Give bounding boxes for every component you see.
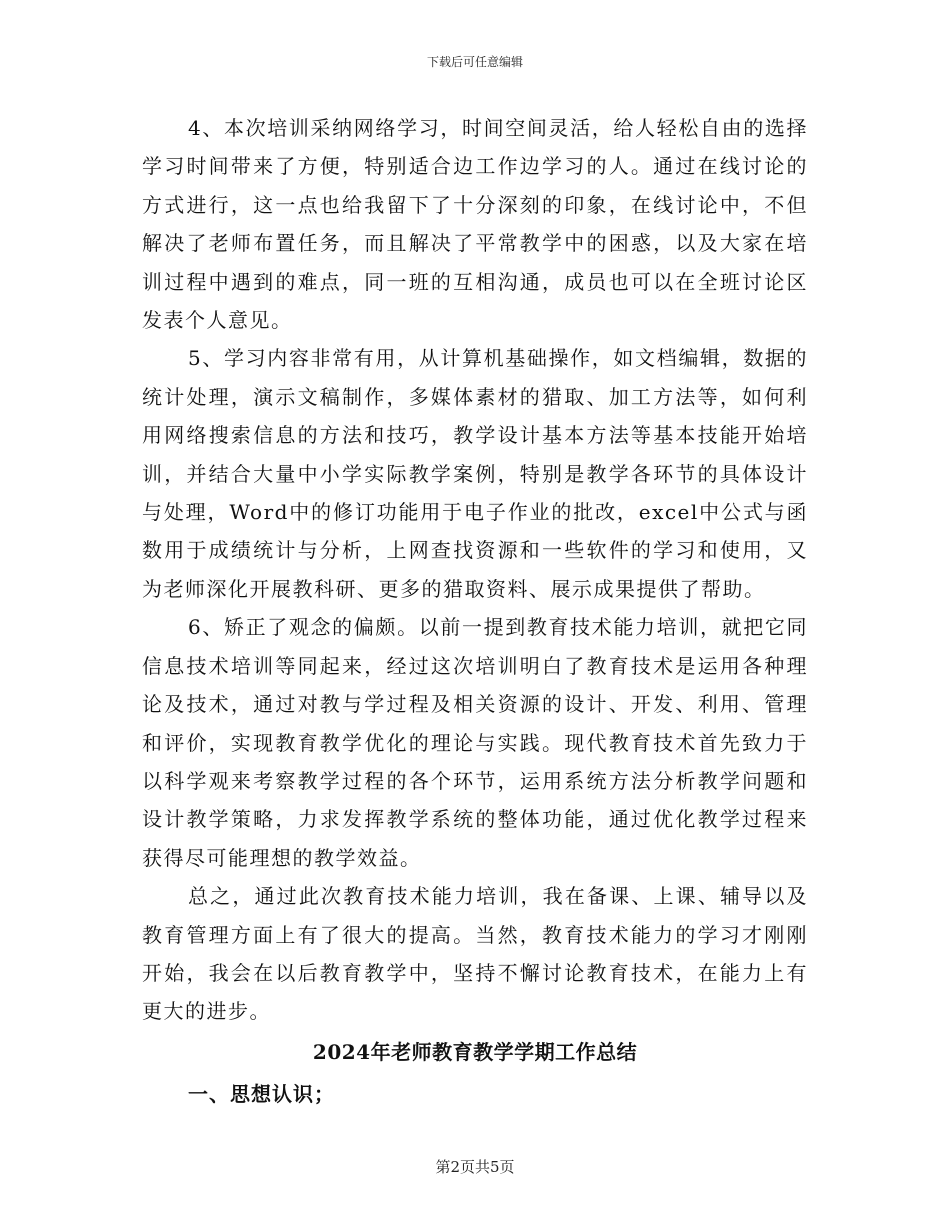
- document-body: [142, 109, 808, 1113]
- page-header: 下载后可任意编辑: [426, 55, 523, 69]
- document-title: 2024年老师教育教学学期工作总结: [312, 1039, 638, 1064]
- paragraph-summary: 总之，通过此次教育技术能力培训，我在备课、上课、辅导以及教育管理方面上有了很大的提高。当然，教育技术能力的学习才刚刚开始，我会在以后教育教学中，坚持不懈讨论教育技术，在能力上有更大的进步。: [142, 884, 808, 1024]
- paragraph-6: 6、矫正了观念的偏颇。以前一提到教育技术能力培训，就把它同信息技术培训等同起来，经过这次培训明白了教育技术是运用各种理论及技术，通过对教与学过程及相关资源的设计、开发、利用、管理和评价，实现教育教学优化的理论与实践。现代教育技术首先致力于以科学观来考察教学过程的各个环节，运用系统方法分析教学问题和设计教学策略，力求发挥教学系统的整体功能，通过优化教学过程来获得尽可能理想的教学效益。: [142, 615, 808, 870]
- page-footer: 第2页共5页: [435, 1158, 515, 1176]
- paragraph-4: 4、本次培训采纳网络学习，时间空间灵活，给人轻松自由的选择学习时间带来了方便，特别适合边工作边学习的人。通过在线讨论的方式进行，这一点也给我留下了十分深刻的印象，在线讨论中，不但解决了老师布置任务，而且解决了平常教学中的困惑，以及大家在培训过程中遇到的难点，同一班的互相沟通，成员也可以在全班讨论区发表个人意见。: [142, 116, 808, 333]
- paragraph-5: 5、学习内容非常有用，从计算机基础操作，如文档编辑，数据的统计处理，演示文稿制作，多媒体素材的猎取、加工方法等，如何利用网络搜索信息的方法和技巧，教学设计基本方法等基本技能开始培训，并结合大量中小学实际教学案例，特别是教学各环节的具体设计与处理，Word中的修订功能用于电子作业的批改，excel中公式与函数用于成绩统计与分析，上网查找资源和一些软件的学习和使用，又为老师深化开展教科研、更多的猎取资料、展示成果提供了帮助。: [142, 346, 808, 601]
- section-heading: 一、思想认识；: [188, 1081, 335, 1106]
